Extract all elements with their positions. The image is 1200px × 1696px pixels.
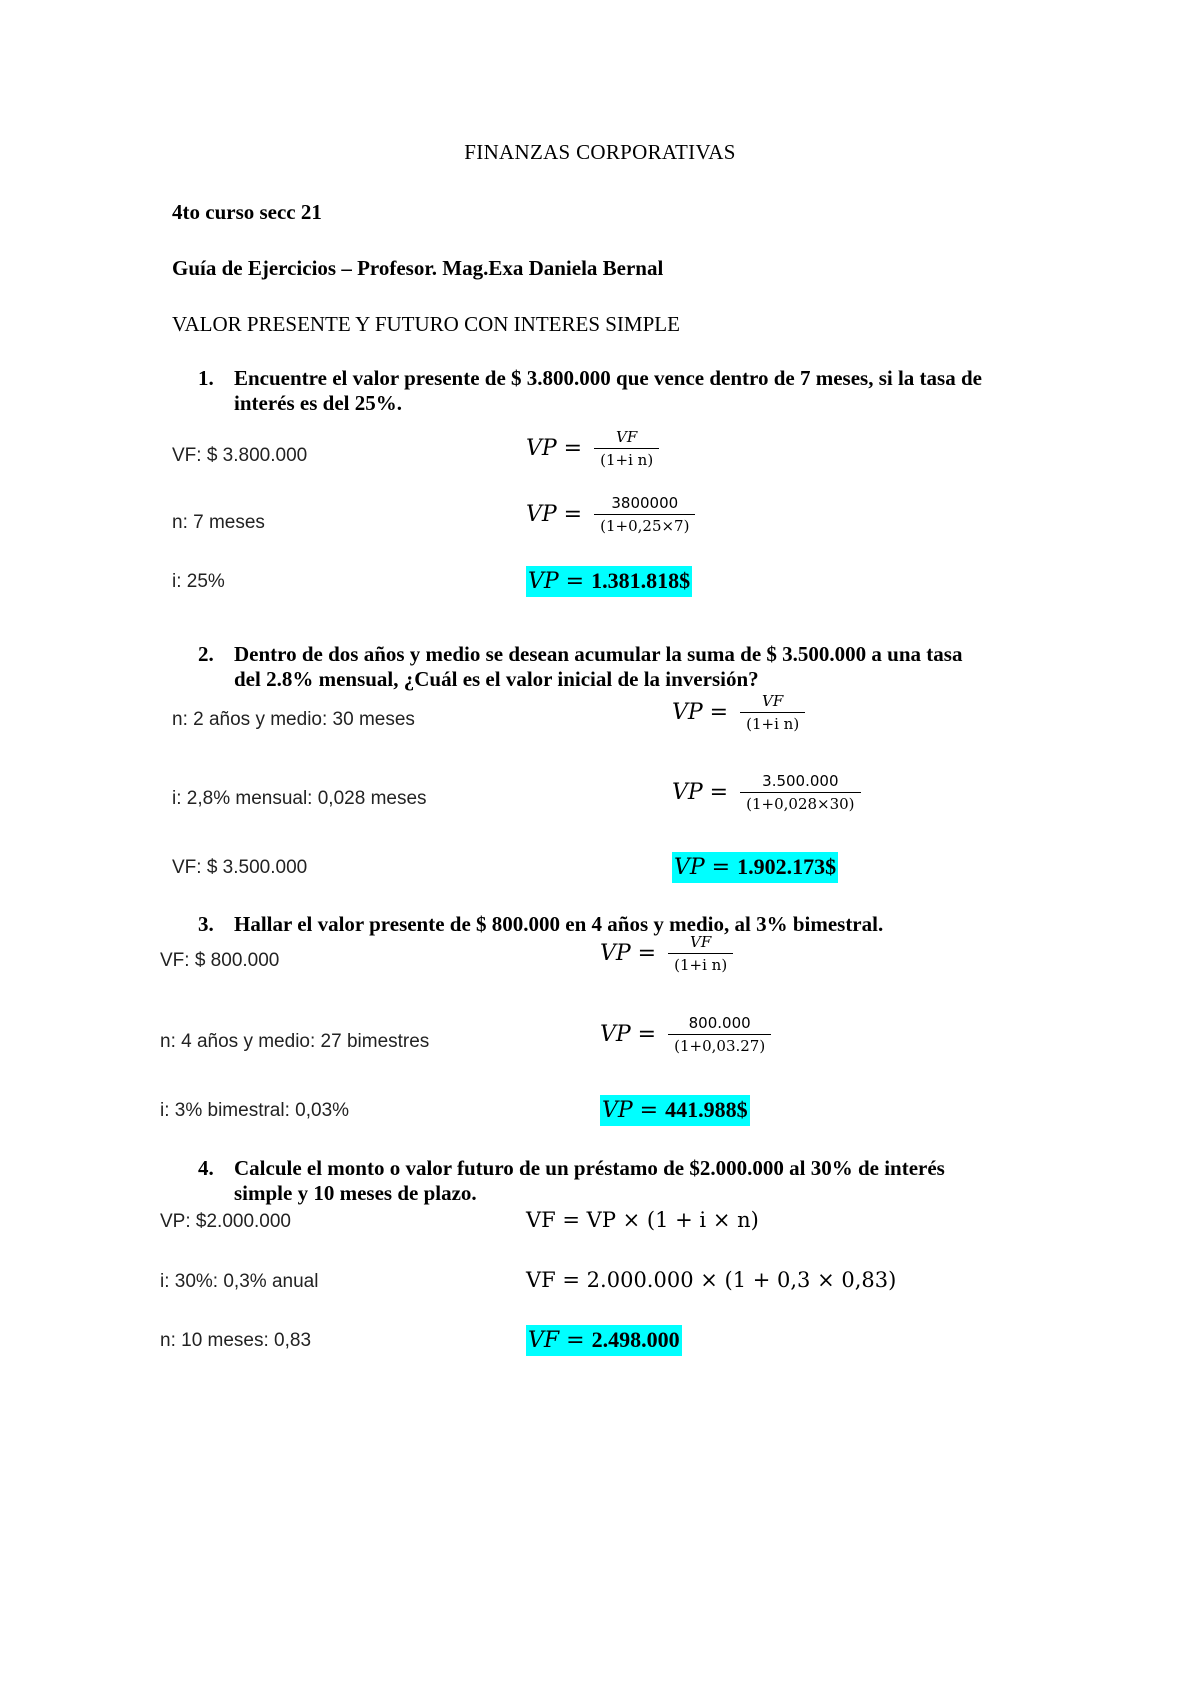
problem-1-data-vf: VF: $ 3.800.000 <box>172 445 308 466</box>
problem-2-statement <box>198 642 998 694</box>
result-highlight <box>672 852 838 883</box>
fraction-numerator: VF <box>690 933 712 951</box>
fraction <box>740 772 860 813</box>
guide-line: Guía de Ejercicios – Profesor. Mag.Exa Daniela Bernal <box>172 256 664 280</box>
formula-lhs: VP = <box>526 502 583 527</box>
problem-3-statement <box>198 912 998 940</box>
fraction <box>740 692 805 733</box>
fraction-numerator: 800.000 <box>688 1014 751 1032</box>
problem-4-statement <box>198 1156 998 1208</box>
problem-4-formula: VF = VP × (1 + i × n) <box>526 1208 759 1232</box>
course-line: 4to curso secc 21 <box>172 200 322 224</box>
problem-3-substitution <box>600 1014 771 1055</box>
formula-lhs: VP = <box>526 436 583 461</box>
fraction-denominator: (1+0,028×30) <box>740 792 860 813</box>
problem-4-data-i: i: 30%: 0,3% anual <box>160 1271 319 1292</box>
fraction-numerator: VF <box>616 428 638 446</box>
fraction-numerator: 3800000 <box>611 494 679 512</box>
result-lhs: VP = <box>602 1098 659 1123</box>
fraction-denominator: (1+i n) <box>668 953 733 974</box>
result-highlight <box>600 1095 750 1126</box>
document-title: FINANZAS CORPORATIVAS <box>464 140 736 164</box>
fraction-denominator: (1+i n) <box>740 712 805 733</box>
problem-1-result <box>526 566 692 597</box>
problem-1-statement <box>198 366 998 418</box>
problem-text: Hallar el valor presente de $ 800.000 en 4 años y medio, al 3% bimestral. <box>234 912 884 936</box>
problem-number: 2. <box>198 642 214 666</box>
problem-1-data-i: i: 25% <box>172 571 225 592</box>
problem-3-data-n: n: 4 años y medio: 27 bimestres <box>160 1031 430 1052</box>
fraction <box>594 494 695 535</box>
topic-heading: VALOR PRESENTE Y FUTURO CON INTERES SIMPLE <box>172 312 680 336</box>
fraction-numerator: 3.500.000 <box>762 772 839 790</box>
problem-2-formula <box>672 692 805 733</box>
problem-number: 1. <box>198 366 214 390</box>
fraction <box>668 1014 771 1055</box>
problem-3-result <box>600 1095 750 1126</box>
result-lhs: VP = <box>674 855 731 880</box>
fraction <box>594 428 659 469</box>
result-highlight <box>526 1325 682 1356</box>
problem-4-data-vp: VP: $2.000.000 <box>160 1211 291 1232</box>
problem-1-data-n: n: 7 meses <box>172 512 265 533</box>
result-lhs: VP = <box>528 569 585 594</box>
result-value: 2.498.000 <box>591 1327 680 1352</box>
problem-number: 3. <box>198 912 214 936</box>
problem-4-substitution: VF = 2.000.000 × (1 + 0,3 × 0,83) <box>526 1268 897 1292</box>
problem-3-formula <box>600 933 733 974</box>
result-value: 1.902.173$ <box>737 854 837 879</box>
fraction <box>668 933 733 974</box>
problem-2-data-i: i: 2,8% mensual: 0,028 meses <box>172 788 427 809</box>
problem-1-formula <box>526 428 659 469</box>
problem-2-substitution <box>672 772 861 813</box>
result-value: 441.988$ <box>665 1097 748 1122</box>
result-highlight <box>526 566 692 597</box>
fraction-denominator: (1+0,25×7) <box>594 514 695 535</box>
result-lhs: VF = <box>528 1328 585 1353</box>
problem-number: 4. <box>198 1156 214 1180</box>
problem-text: Encuentre el valor presente de $ 3.800.000 que vence dentro de 7 meses, si la tasa de interés es del 25%. <box>234 366 982 415</box>
problem-3-data-i: i: 3% bimestral: 0,03% <box>160 1100 350 1121</box>
result-value: 1.381.818$ <box>591 568 691 593</box>
problem-2-result <box>672 852 838 883</box>
problem-1-substitution <box>526 494 695 535</box>
fraction-numerator: VF <box>762 692 784 710</box>
fraction-denominator: (1+0,03.27) <box>668 1034 771 1055</box>
problem-2-data-vf: VF: $ 3.500.000 <box>172 857 308 878</box>
formula-lhs: VP = <box>600 1022 657 1047</box>
problem-text: Calcule el monto o valor futuro de un préstamo de $2.000.000 al 30% de interés simple y 10 meses de plazo. <box>234 1156 945 1205</box>
formula-lhs: VP = <box>672 780 729 805</box>
formula-lhs: VP = <box>672 700 729 725</box>
problem-4-data-n: n: 10 meses: 0,83 <box>160 1330 312 1351</box>
problem-text: Dentro de dos años y medio se desean acumular la suma de $ 3.500.000 a una tasa del 2.8% mensual, ¿Cuál es el valor inicial de la inversión? <box>234 642 963 691</box>
problem-2-data-n: n: 2 años y medio: 30 meses <box>172 709 415 730</box>
formula-lhs: VP = <box>600 941 657 966</box>
problem-3-data-vf: VF: $ 800.000 <box>160 950 280 971</box>
problem-4-result <box>526 1325 682 1356</box>
fraction-denominator: (1+i n) <box>594 448 659 469</box>
